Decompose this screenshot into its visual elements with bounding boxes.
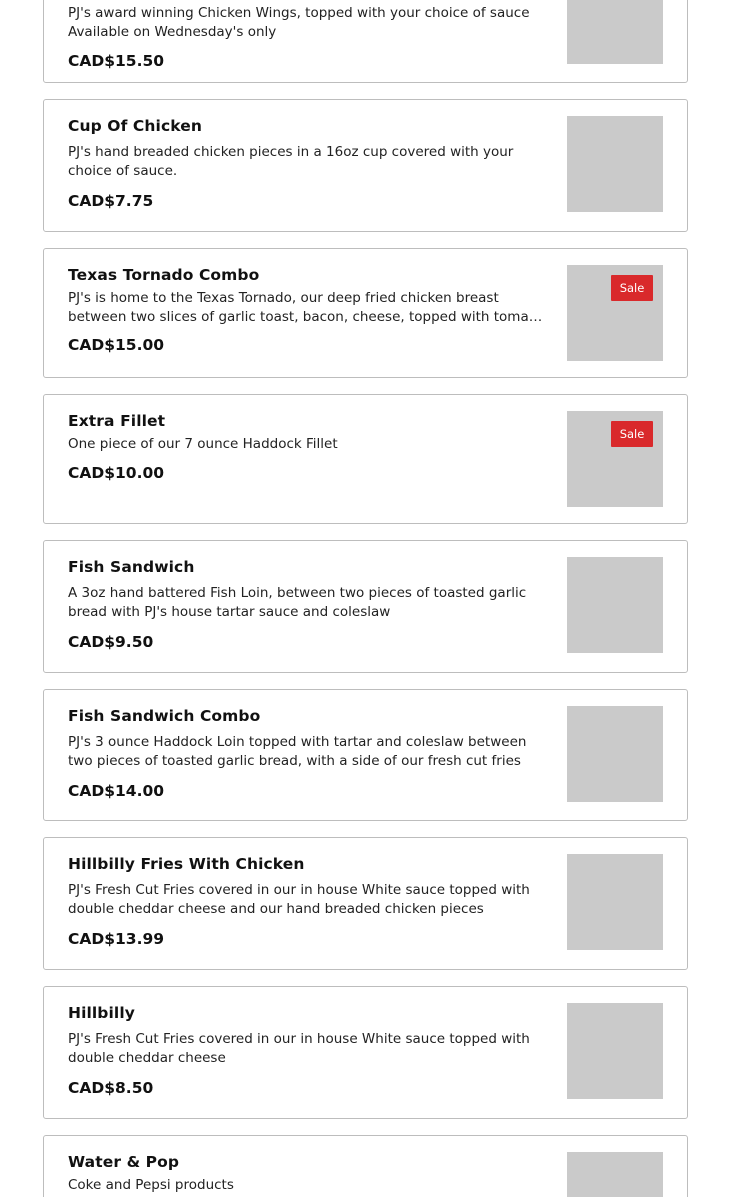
menu-item-text: [68, 706, 544, 801]
sale-badge: Sale: [611, 421, 653, 447]
menu-item-title: Hillbilly: [68, 1004, 135, 1022]
menu-item-price: CAD$9.50: [68, 633, 154, 651]
menu-item-image: [567, 706, 663, 802]
menu-item-title: Extra Fillet: [68, 412, 166, 430]
menu-item-image: [567, 1003, 663, 1099]
menu-item-text: [68, 557, 544, 652]
menu-item-title: Fish Sandwich Combo: [68, 707, 261, 725]
menu-item-image: [567, 0, 663, 64]
menu-item-description: PJ's is home to the Texas Tornado, our deep fried chicken breast between two slices of garlic toast, bacon, cheese, topped with tomato: [68, 290, 543, 325]
menu-item-text: [68, 1152, 544, 1195]
menu-item-price: CAD$10.00: [68, 463, 165, 482]
menu-item-card[interactable]: [43, 837, 688, 970]
menu-item-title: Water & Pop: [68, 1153, 180, 1171]
menu-item-price: CAD$15.00: [68, 336, 165, 354]
menu-item-title: Texas Tornado Combo: [68, 266, 260, 284]
menu-item-card[interactable]: [43, 1135, 688, 1197]
menu-item-description: PJ's Fresh Cut Fries covered in our in house White sauce topped with double cheddar cheese: [68, 1031, 530, 1066]
menu-item-image: [567, 1152, 663, 1197]
menu-item-image: [567, 557, 663, 653]
menu-item-description: One piece of our 7 ounce Haddock Fillet: [68, 436, 338, 452]
menu-item-text: [68, 4, 544, 71]
menu-item-price: CAD$15.50: [68, 52, 165, 70]
menu-item-title: Fish Sandwich: [68, 558, 195, 576]
menu-item-text: [68, 265, 544, 355]
menu-item-price: CAD$7.75: [68, 192, 154, 210]
menu-item-price: CAD$14.00: [68, 782, 165, 800]
menu-item-image: [567, 116, 663, 212]
menu-item-description: PJ's 3 ounce Haddock Loin topped with tartar and coleslaw between two pieces of toasted garlic bread, with a side of our fresh cut fries: [68, 734, 527, 769]
menu-item-description: PJ's award winning Chicken Wings, topped with your choice of sauce Available on Wednesday's only: [68, 5, 530, 40]
menu-item-card[interactable]: [43, 99, 688, 232]
menu-item-text: [68, 1003, 544, 1098]
menu-item-card[interactable]: [43, 986, 688, 1119]
menu-item-image: [567, 854, 663, 950]
menu-item-card[interactable]: [43, 248, 688, 378]
menu-item-title: Cup Of Chicken: [68, 117, 202, 135]
menu-item-image: [567, 265, 663, 361]
menu-item-card[interactable]: [43, 0, 688, 83]
menu-item-price: CAD$13.99: [68, 930, 165, 948]
menu-item-card[interactable]: [43, 689, 688, 821]
menu-item-description: Coke and Pepsi products: [68, 1177, 234, 1193]
menu-item-image: [567, 411, 663, 507]
menu-item-title: Hillbilly Fries With Chicken: [68, 855, 305, 873]
menu-item-description: PJ's Fresh Cut Fries covered in our in house White sauce topped with double cheddar cheese and our hand breaded chicken pieces: [68, 882, 530, 917]
menu-item-text: [68, 411, 544, 483]
menu-item-card[interactable]: [43, 540, 688, 673]
menu-item-card[interactable]: [43, 394, 688, 524]
menu-item-price: CAD$8.50: [68, 1079, 154, 1097]
menu-item-description: A 3oz hand battered Fish Loin, between two pieces of toasted garlic bread with PJ's house tartar sauce and coleslaw: [68, 585, 527, 620]
sale-badge: Sale: [611, 275, 653, 301]
menu-item-description: PJ's hand breaded chicken pieces in a 16oz cup covered with your choice of sauce.: [68, 144, 514, 179]
menu-item-text: [68, 854, 544, 949]
menu-item-text: [68, 116, 544, 211]
